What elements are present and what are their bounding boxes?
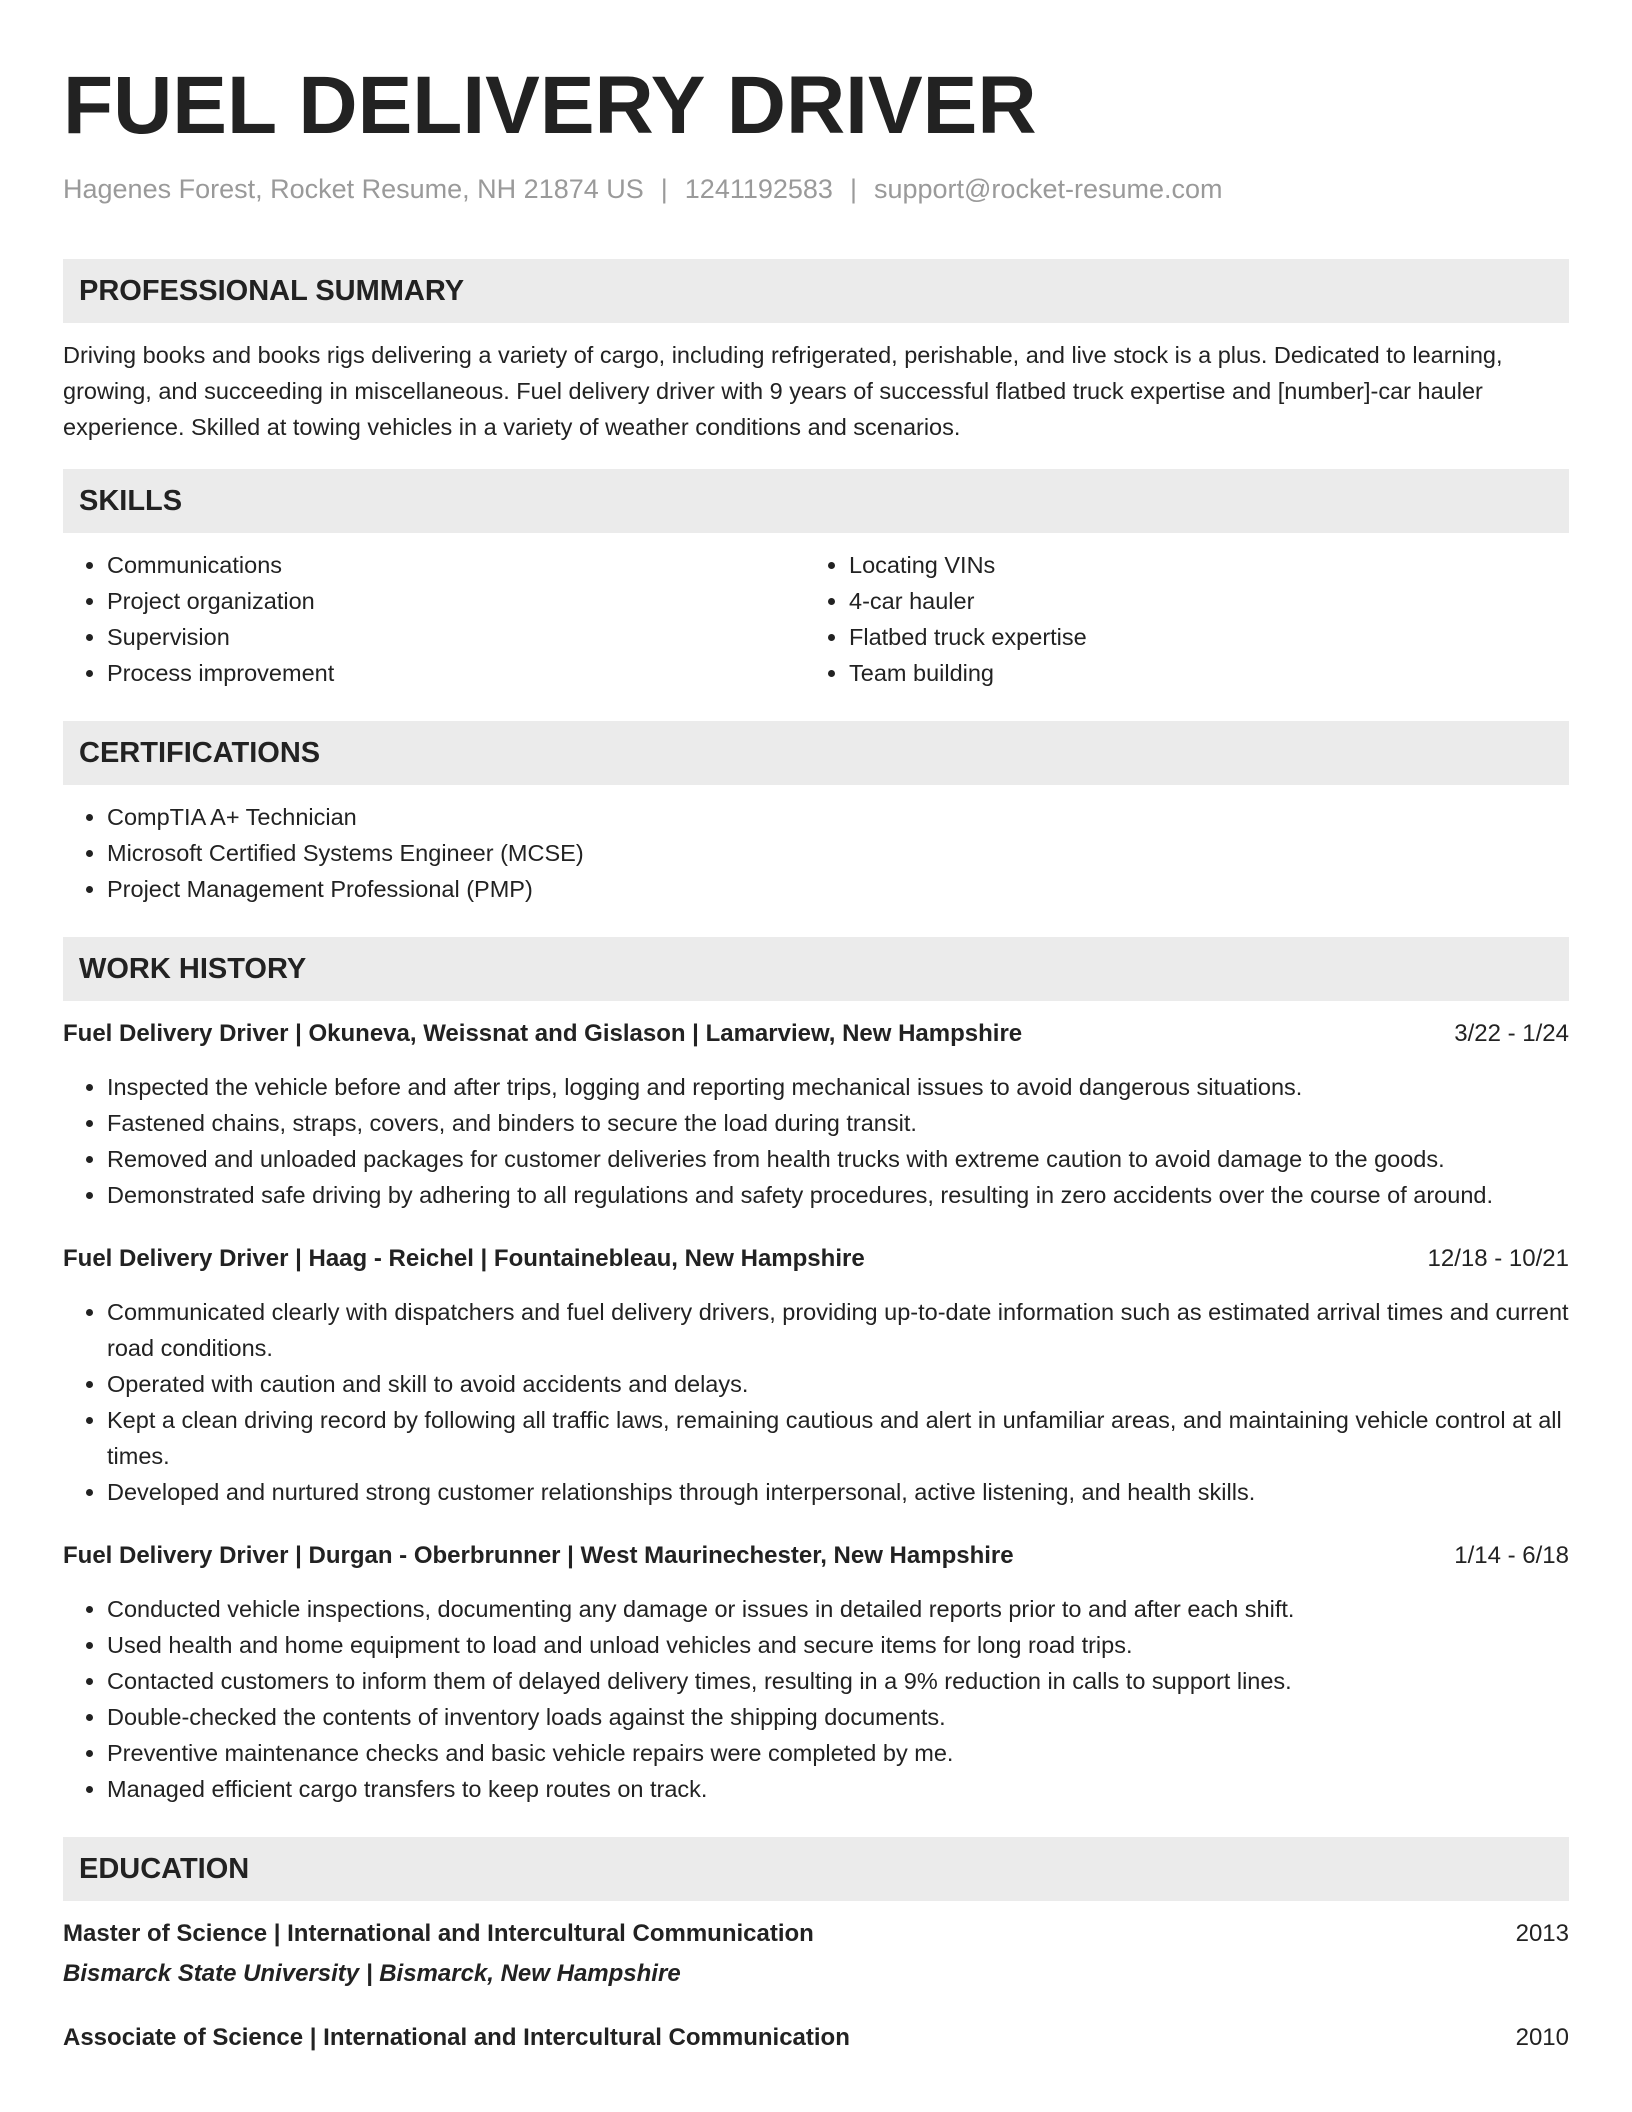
- education-entry: [63, 1917, 1569, 1991]
- job-bullet: • Contacted customers to inform them of delayed delivery times, resulting in a 9% reduction in calls to support lines.: [107, 1663, 1569, 1699]
- job-dates: 3/22 - 1/24: [1454, 1020, 1569, 1047]
- contact-address: Hagenes Forest, Rocket Resume, NH 21874 US: [63, 174, 644, 204]
- contact-line: [63, 172, 1569, 206]
- skill-item: • Supervision: [107, 619, 805, 655]
- skills-heading: SKILLS: [63, 469, 1569, 533]
- job-dates: 1/14 - 6/18: [1454, 1542, 1569, 1569]
- job-title: Fuel Delivery Driver | Durgan - Oberbrunner | West Maurinechester, New Hampshire: [63, 1542, 1014, 1569]
- contact-separator: |: [849, 174, 857, 204]
- job-bullets: [63, 1069, 1569, 1213]
- skill-item: • Process improvement: [107, 655, 805, 691]
- skill-item: • 4-car hauler: [849, 583, 1565, 619]
- job-bullet: • Kept a clean driving record by following all traffic laws, remaining cautious and alert in unfamiliar areas, and maintaining vehicle control at all times.: [107, 1402, 1569, 1474]
- contact-email: support@rocket-resume.com: [873, 174, 1223, 204]
- skills-list-left: [63, 547, 805, 691]
- skills-grid: [63, 547, 1569, 691]
- contact-separator: |: [660, 174, 668, 204]
- job-bullet: • Removed and unloaded packages for customer deliveries from health trucks with extreme caution to avoid damage to the goods.: [107, 1141, 1569, 1177]
- job-bullet: • Fastened chains, straps, covers, and binders to secure the load during transit.: [107, 1105, 1569, 1141]
- skill-item: • Team building: [849, 655, 1565, 691]
- education-header: [63, 2021, 1569, 2055]
- job-header: [63, 1017, 1569, 1051]
- education-year: 2013: [1515, 1920, 1569, 1947]
- contact-phone: 1241192583: [684, 174, 833, 204]
- education-year: 2010: [1515, 2024, 1569, 2051]
- job-dates: 12/18 - 10/21: [1427, 1245, 1569, 1272]
- education-degree: Associate of Science | International and Intercultural Communication: [63, 2024, 850, 2051]
- job-bullets: [63, 1294, 1569, 1510]
- certification-item: • Microsoft Certified Systems Engineer (MCSE): [107, 835, 1569, 871]
- job-title: Fuel Delivery Driver | Okuneva, Weissnat and Gislason | Lamarview, New Hampshire: [63, 1020, 1023, 1047]
- education-school: Bismarck State University | Bismarck, New Hampshire: [63, 1960, 681, 1987]
- job-bullet: • Double-checked the contents of inventory loads against the shipping documents.: [107, 1699, 1569, 1735]
- work-history-heading: WORK HISTORY: [63, 937, 1569, 1001]
- skill-item: • Locating VINs: [849, 547, 1565, 583]
- job-bullet: • Conducted vehicle inspections, documenting any damage or issues in detailed reports prior to and after each shift.: [107, 1591, 1569, 1627]
- summary-heading: PROFESSIONAL SUMMARY: [63, 259, 1569, 323]
- job-bullet: • Inspected the vehicle before and after trips, logging and reporting mechanical issues to avoid dangerous situations.: [107, 1069, 1569, 1105]
- skills-list-right: [805, 547, 1565, 691]
- certifications-heading: CERTIFICATIONS: [63, 721, 1569, 785]
- education-header: [63, 1917, 1569, 1951]
- job-bullet: • Developed and nurtured strong customer relationships through interpersonal, active listening, and health skills.: [107, 1474, 1569, 1510]
- job-entry: [63, 1242, 1569, 1510]
- skills-section: [63, 469, 1569, 691]
- job-bullet: • Used health and home equipment to load and unload vehicles and secure items for long road trips.: [107, 1627, 1569, 1663]
- job-header: [63, 1242, 1569, 1276]
- job-bullets: [63, 1591, 1569, 1807]
- summary-text: Driving books and books rigs delivering a variety of cargo, including refrigerated, perishable, and live stock is a plus. Dedicated to learning, growing, and succeeding in miscellaneous. Fuel delivery driver with 9 years of successful flatbed truck expertise and [number]-car hauler experience. Skilled at towing vehicles in a variety of weather conditions and scenarios.: [63, 342, 1503, 440]
- work-history-section: [63, 937, 1569, 1807]
- certification-item: • Project Management Professional (PMP): [107, 871, 1569, 907]
- education-degree: Master of Science | International and Intercultural Communication: [63, 1920, 814, 1947]
- certifications-section: [63, 721, 1569, 907]
- job-bullet: • Demonstrated safe driving by adhering to all regulations and safety procedures, resulting in zero accidents over the course of around.: [107, 1177, 1569, 1213]
- job-entry: [63, 1539, 1569, 1807]
- education-entry: [63, 2021, 1569, 2055]
- summary-section: [63, 259, 1569, 445]
- skill-item: • Project organization: [107, 583, 805, 619]
- job-bullet: • Managed efficient cargo transfers to keep routes on track.: [107, 1771, 1569, 1807]
- job-bullet: • Preventive maintenance checks and basic vehicle repairs were completed by me.: [107, 1735, 1569, 1771]
- education-section: [63, 1837, 1569, 2055]
- job-entry: [63, 1017, 1569, 1213]
- job-title: Fuel Delivery Driver | Haag - Reichel | Fountainebleau, New Hampshire: [63, 1245, 865, 1272]
- job-bullet: • Communicated clearly with dispatchers and fuel delivery drivers, providing up-to-date information such as estimated arrival times and current road conditions.: [107, 1294, 1569, 1366]
- certifications-list: [63, 799, 1569, 907]
- skill-item: • Flatbed truck expertise: [849, 619, 1565, 655]
- skill-item: • Communications: [107, 547, 805, 583]
- job-bullet: • Operated with caution and skill to avoid accidents and delays.: [107, 1366, 1569, 1402]
- job-header: [63, 1539, 1569, 1573]
- resume-name: FUEL DELIVERY DRIVER: [63, 60, 1037, 151]
- education-heading: EDUCATION: [63, 1837, 1569, 1901]
- certification-item: • CompTIA A+ Technician: [107, 799, 1569, 835]
